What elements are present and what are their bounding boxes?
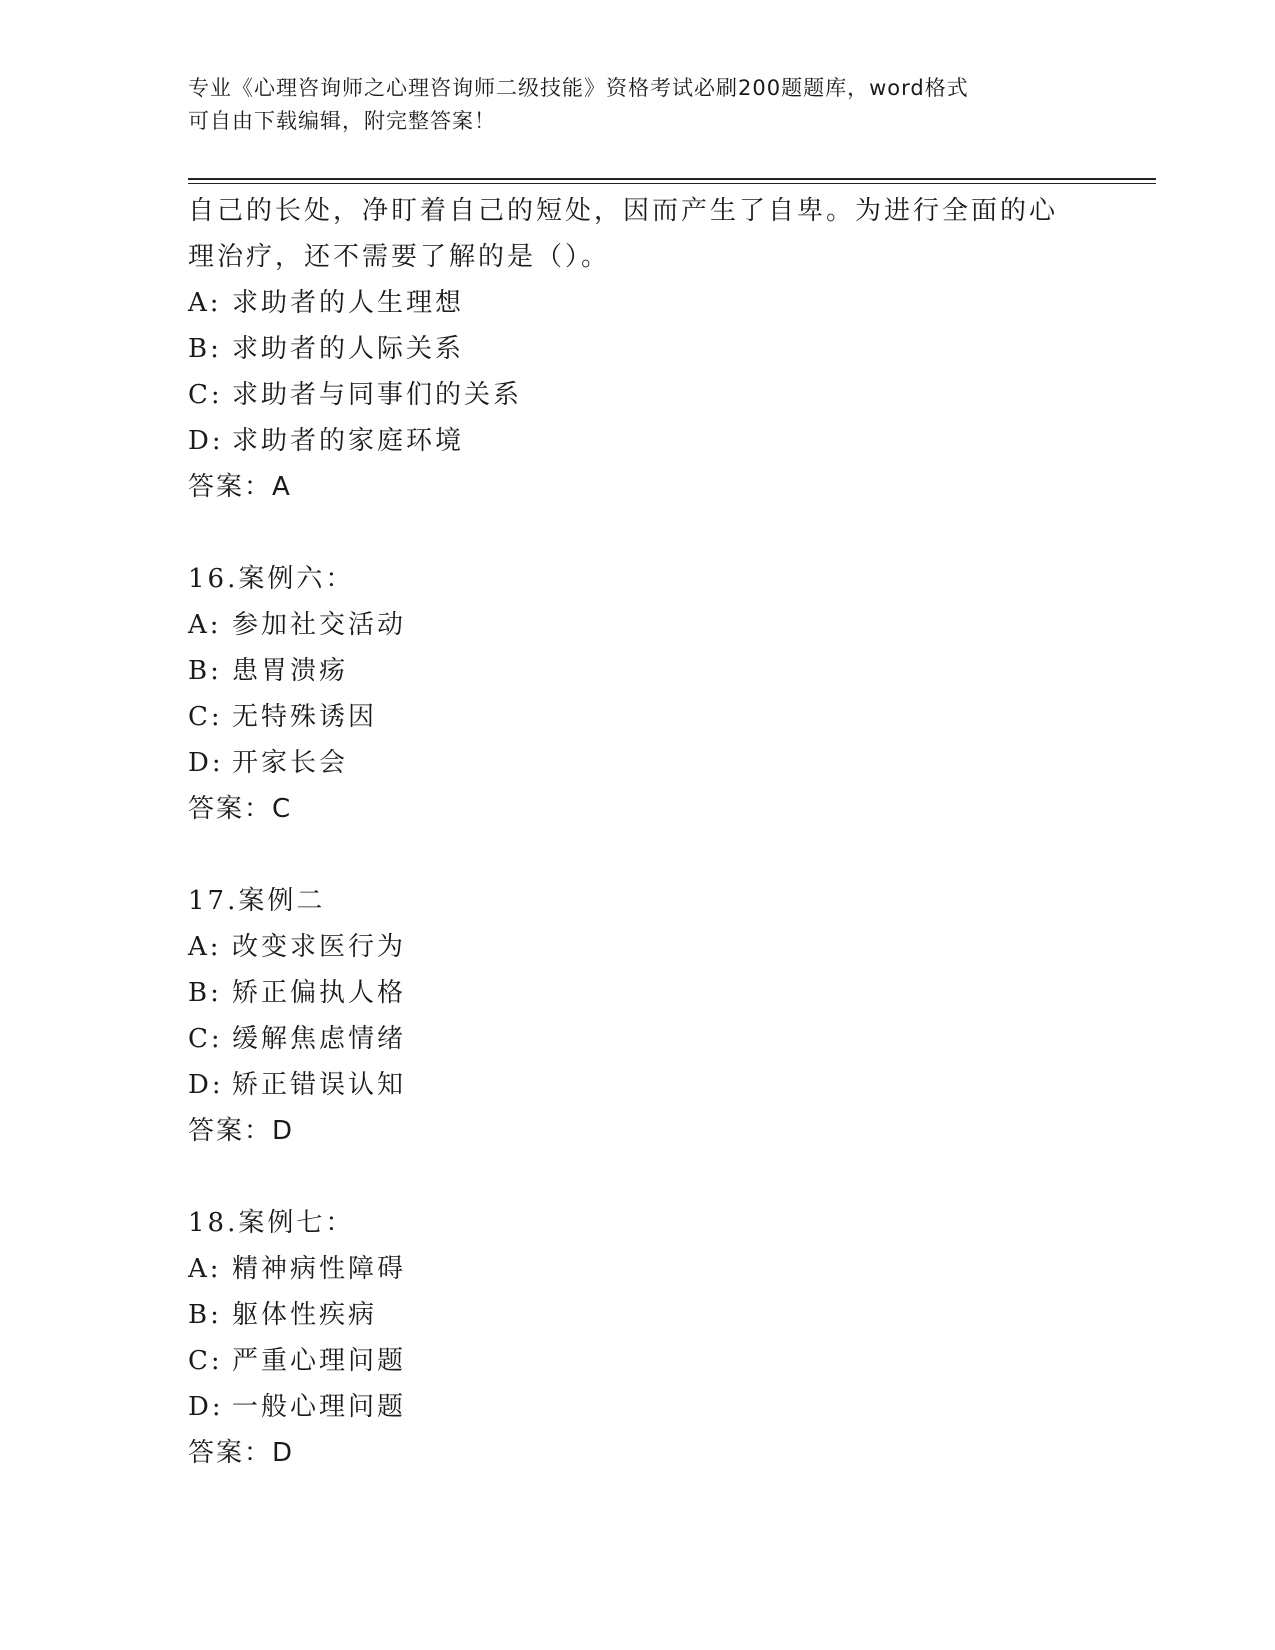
option-text: 矫正错误认知 — [232, 1070, 407, 1100]
option-a — [188, 924, 1088, 970]
option-text: 矫正偏执人格 — [232, 978, 407, 1008]
option-d — [188, 1384, 1088, 1430]
option-b — [188, 970, 1088, 1016]
option-key: A: — [188, 288, 222, 318]
option-key: B: — [188, 978, 222, 1008]
option-key: C: — [188, 702, 223, 732]
answer-line: 答案：D — [188, 1116, 295, 1146]
question-text-line: 自己的长处，净盯着自己的短处，因而产生了自卑。为进行全面的心 — [188, 196, 1059, 226]
option-key: A: — [188, 610, 222, 640]
option-a — [188, 280, 1088, 326]
option-key: C: — [188, 1346, 223, 1376]
option-text: 患胃溃疡 — [232, 656, 349, 686]
option-text: 参加社交活动 — [232, 610, 407, 640]
option-c — [188, 694, 1088, 740]
question-17 — [188, 878, 1088, 1154]
header-line-1: 专业《心理咨询师之心理咨询师二级技能》资格考试必刷200题题库，word格式 — [188, 76, 969, 100]
question-title: 17.案例二 — [188, 886, 326, 916]
option-key: D: — [188, 426, 224, 456]
option-key: B: — [188, 1300, 222, 1330]
document-header — [188, 72, 1088, 138]
question-title: 18.案例七： — [188, 1208, 355, 1238]
option-text: 精神病性障碍 — [232, 1254, 407, 1284]
option-text: 开家长会 — [232, 748, 349, 778]
option-text: 求助者的人际关系 — [232, 334, 465, 364]
option-key: B: — [188, 656, 222, 686]
option-key: A: — [188, 932, 222, 962]
option-c — [188, 372, 1088, 418]
answer-line: 答案：D — [188, 1438, 295, 1468]
option-text: 缓解焦虑情绪 — [232, 1024, 407, 1054]
option-key: B: — [188, 334, 222, 364]
option-text: 求助者的家庭环境 — [232, 426, 465, 456]
option-a — [188, 1246, 1088, 1292]
option-key: D: — [188, 1392, 224, 1422]
option-b — [188, 648, 1088, 694]
option-text: 改变求医行为 — [232, 932, 407, 962]
option-text: 躯体性疾病 — [232, 1300, 378, 1330]
header-rule-top — [188, 178, 1156, 180]
option-text: 求助者与同事们的关系 — [232, 380, 523, 410]
spacer — [188, 1154, 1088, 1200]
question-text-line: 理治疗，还不需要了解的是（）。 — [188, 242, 611, 272]
option-text: 严重心理问题 — [232, 1346, 407, 1376]
option-b — [188, 1292, 1088, 1338]
option-key: D: — [188, 748, 224, 778]
answer-line: 答案：C — [188, 794, 293, 824]
header-rule-bottom — [188, 183, 1156, 184]
option-text: 无特殊诱因 — [232, 702, 378, 732]
spacer — [188, 832, 1088, 878]
question-16 — [188, 556, 1088, 832]
header-line-2: 可自由下载编辑，附完整答案！ — [188, 109, 496, 133]
option-d — [188, 740, 1088, 786]
option-text: 一般心理问题 — [232, 1392, 407, 1422]
question-continued — [188, 188, 1088, 510]
option-b — [188, 326, 1088, 372]
spacer — [188, 510, 1088, 556]
answer-line: 答案：A — [188, 472, 292, 502]
option-key: A: — [188, 1254, 222, 1284]
option-d — [188, 1062, 1088, 1108]
option-a — [188, 602, 1088, 648]
question-title: 16.案例六： — [188, 564, 355, 594]
question-18 — [188, 1200, 1088, 1476]
option-text: 求助者的人生理想 — [232, 288, 465, 318]
option-key: C: — [188, 1024, 223, 1054]
option-c — [188, 1338, 1088, 1384]
option-c — [188, 1016, 1088, 1062]
option-key: D: — [188, 1070, 224, 1100]
option-key: C: — [188, 380, 223, 410]
question-content — [188, 188, 1088, 1476]
option-d — [188, 418, 1088, 464]
